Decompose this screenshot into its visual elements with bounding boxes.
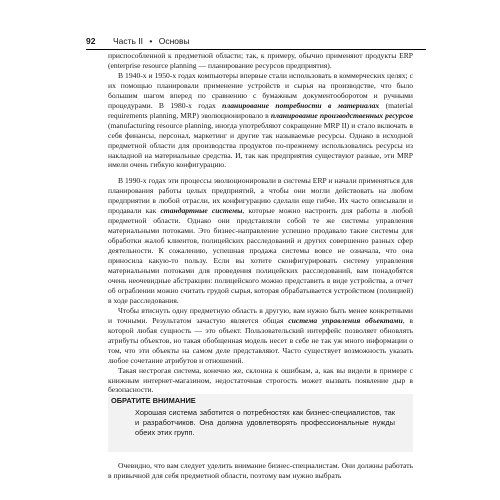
emphasized-term: стандартные системы (160, 206, 243, 216)
paragraph (108, 51, 413, 71)
text-run: Чтобы втиснуть одну предметную область в другую, вам нужно быть менее конкретными и точными. Результатом зачастую является общая (108, 305, 413, 325)
text-run: В 1990-х годах эти процессы эволюционировали в системы ERP и начали применяться для планирования работы целых предприятий, а чтобы они могли действовать на любом предприятии в любой отрасли, их конфигурацию сделали еще гибче. Их часто описывали и продавали как (108, 176, 413, 216)
chapter-label: Основы (158, 36, 190, 46)
body-text-continued (108, 461, 413, 481)
emphasized-term: планирование потребности в материалах (222, 100, 380, 110)
header-rule (86, 49, 426, 50)
paragraph (108, 176, 413, 305)
body-text (108, 51, 413, 395)
callout-title: ОБРАТИТЕ ВНИМАНИЕ (111, 396, 196, 405)
emphasized-term: система управления объектами (288, 315, 403, 325)
paragraph (108, 306, 413, 366)
text-run: , которые можно настроить для работы в любой предметной области. Однако они представляли собой те же системы управления материальными потоками. Это бизнес-направление успешно продавало такие системы для обработки жалоб клиентов, полицейских расследований и других совершенно разных сфер деятельности. К сожалению, успешная продажа системы вовсе не означала, что она приносила какую-то пользу. Если вы хотите сконфигурировать систему управления материальными потоками для проведения полицейских расследований, вам понадобятся очень неочевидные абстракции: полицейского можно представить в виде устройства, а отчет об ограблении можно считать грудой сырья, которая обрабатывается устройством (полицией) в ходе расследования. (108, 206, 413, 305)
text-run: , в которой любая сущность — это объект. Пользовательский интерфейс позволяет обновлять атрибуты объектов, но такая обобщенная модель несет в себе не так уж много информации о том, что эти объекты на самом деле представляют. Часто существует возможность указать любое сочетание атрибутов и отношений. (108, 315, 414, 365)
text-run: (material requirements planning, MRP) эволюционировало в (108, 100, 413, 120)
callout-text: Хорошая система заботится о потребностях как бизнес-специалистов, так и разработчиков. Она должна удовлетворять профессиональные нужды обеих этих групп. (135, 408, 395, 437)
callout-box (108, 394, 413, 452)
text-run: Такая нестрогая система, конечно же, склонна к ошибкам, а, как вы видели в примере с книжным интернет-магазином, недостаточная строгость может вызвать появление дыр в безопасности. (108, 365, 413, 395)
page-number: 92 (86, 36, 96, 46)
paragraph (108, 71, 413, 171)
paragraph: Очевидно, что вам следует уделить внимание бизнес-специалистам. Они должны работать в привычной для себя предметной области, поэтому вам нужно выбрать (108, 461, 413, 480)
running-header (86, 34, 426, 48)
text-run: приспособленной к предметной области; так, к примеру, обычно применяют продукты ERP (enterprise resource planning — планирование ресурсов предприятия). (108, 51, 413, 70)
emphasized-term: планирование производственных ресурсов (270, 110, 413, 120)
header-bullet: • (149, 36, 153, 46)
paragraph (108, 366, 413, 396)
part-label: Часть II (112, 36, 144, 46)
text-run: В 1940-х и 1950-х годах компьютеры впервые стали использовать в коммерческих целях; с их помощью планировали применение устройств и сырья на производстве, что было большим шагом вперед по сравнению с бумажным документооборотом и ручными процедурами. В 1980-х годах (108, 70, 413, 110)
text-run: (manufacturing resource planning, иногда употребляют сокращение MRP II) и стало включать в себя финансы, персонал, маркетинг и другие так называемые ресурсы. Однако в исходной предметной области для производства продуктов по-прежнему использовались ресурсы из накладной на материальные средства. И, так как предприятия существуют разные, эти MRP имели очень гибкую конфигурацию. (108, 120, 413, 170)
